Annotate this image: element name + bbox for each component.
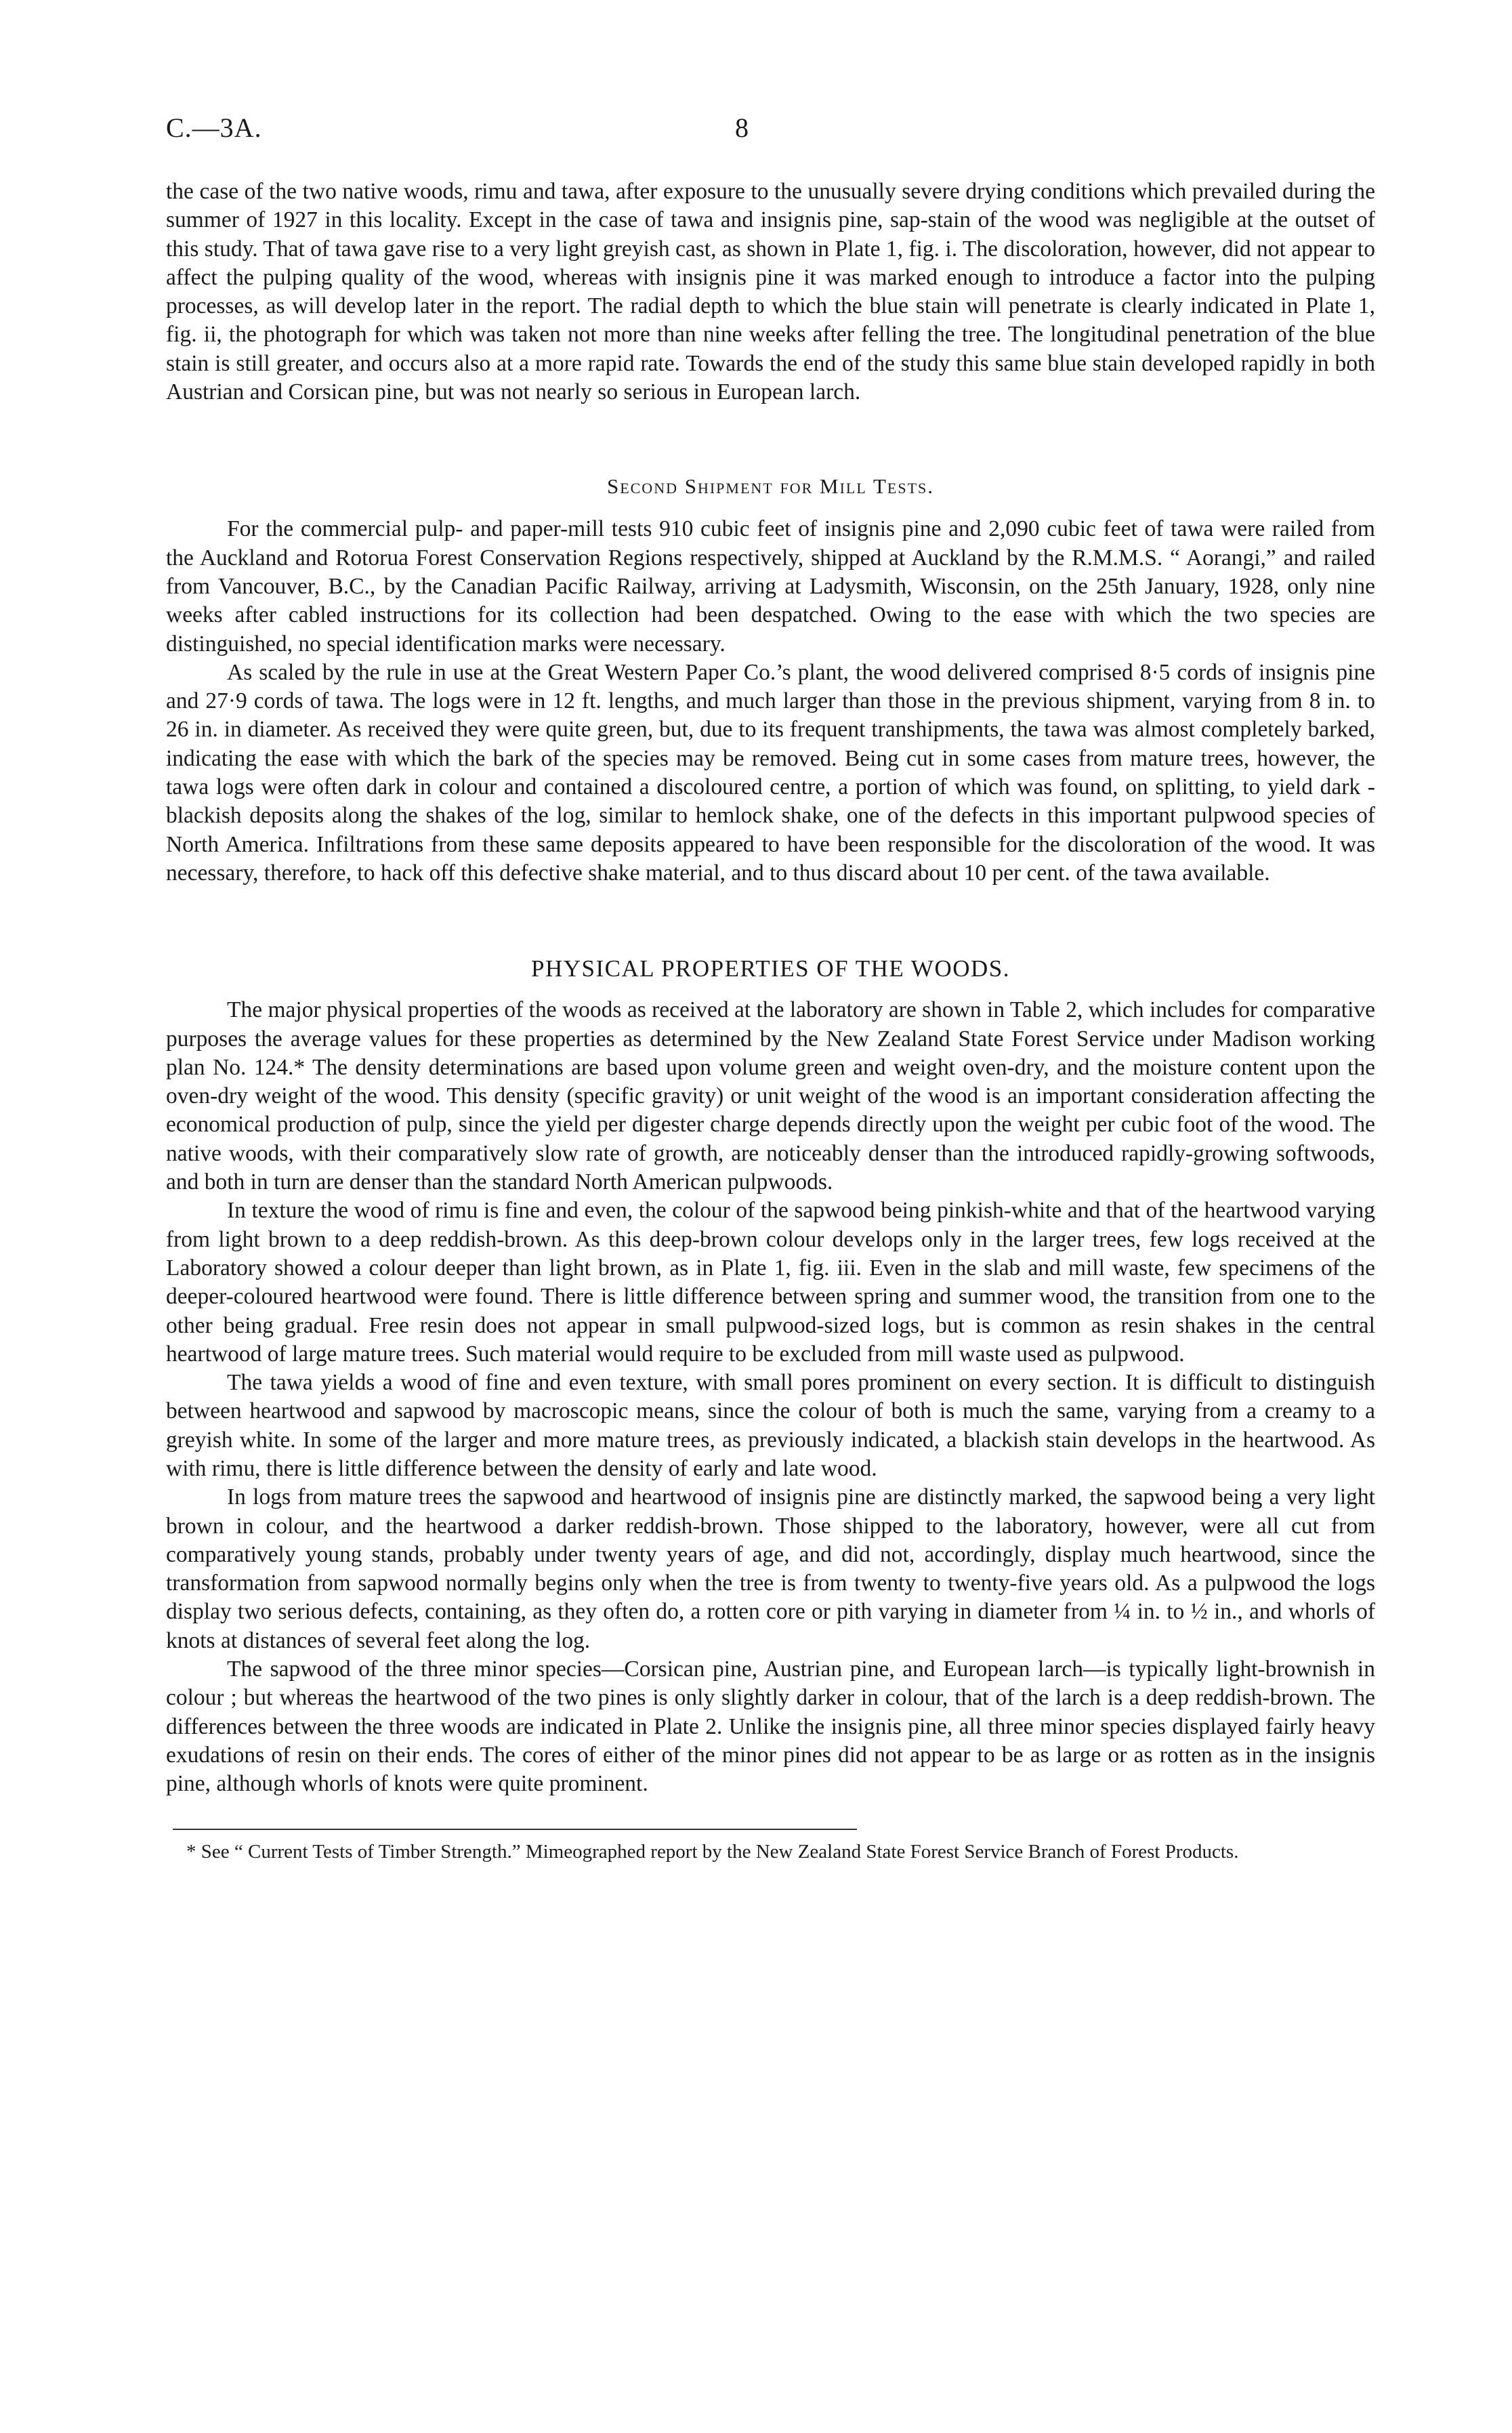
page-number: 8 (735, 112, 749, 143)
section-title-physical-properties: PHYSICAL PROPERTIES OF THE WOODS. (531, 955, 1010, 982)
paragraph-shipment-1: For the commercial pulp- and paper-mill tests 910 cubic feet of insignis pine and 2,090 cubic feet of tawa were railed from the Auckland and Rotorua Forest Conservation Regions respectively, shipped at Auckland by the R.M.M.S. “ Aorangi,” and railed from Vancouver, B.C., by the Canadian Pacific Railway, arriving at Ladysmith, Wisconsin, on the 25th January, 1928, only nine weeks after cabled instructions for its collection had been despatched. Owing to the ease with which the two species are distinguished, no special identification marks were necessary. (166, 516, 1375, 657)
paragraph-physical-1: The major physical properties of the woods as received at the laboratory are shown in Table 2, which includes for comparative purposes the average values for these properties as determined by the New Zealand State Forest Service under Madison working plan No. 124.* The density determinations are based upon volume green and weight oven-dry, and the moisture content upon the oven-dry weight of the wood. This density (specific gravity) or unit weight of the wood is an important consideration affecting the economical production of pulp, since the yield per digester charge depends directly upon the weight per cubic foot of the wood. The native woods, with their comparatively slow rate of growth, are noticeably denser than the introduced rapidly-growing softwoods, and both in turn are denser than the standard North American pulpwoods. (166, 997, 1375, 1195)
footnote (166, 1839, 1375, 1865)
paragraph-rimu: In texture the wood of rimu is fine and even, the colour of the sapwood being pinkish-white and that of the heartwood varying from light brown to a deep reddish-brown. As this deep-brown colour develops only in the larger trees, few logs received at the Laboratory showed a colour deeper than light brown, as in Plate 1, fig. iii. Even in the slab and mill waste, few specimens of the deeper-coloured heartwood were found. There is little difference between spring and summer wood, the transition from one to the other being gradual. Free resin does not appear in small pulpwood-sized logs, but is common as resin shakes in the central heartwood of large mature trees. Such material would require to be excluded from mill waste used as pulpwood. (166, 1198, 1375, 1367)
page-body (166, 178, 1375, 1865)
paragraph-insignis-pine: In logs from mature trees the sapwood and heartwood of insignis pine are distinctly marked, the sapwood being a very light brown in colour, and the heartwood a darker reddish-brown. Those shipped to the laboratory, however, were all cut from comparatively young stands, probably under twenty years of age, and did not, accordingly, display much heartwood, since the transformation from sapwood normally begins only when the tree is from twenty to twenty-five years old. As a pulpwood the logs display two serious defects, containing, as they often do, a rotten core or pith varying in diameter from ¼ in. to ½ in., and whorls of knots at distances of several feet along the log. (166, 1484, 1375, 1653)
footnote-divider (173, 1829, 857, 1830)
paragraph-tawa: The tawa yields a wood of fine and even texture, with small pores prominent on every section. It is difficult to distinguish between heartwood and sapwood by macroscopic means, since the colour of both is much the same, varying from a creamy to a greyish white. In some of the larger and more mature trees, as previously indicated, a blackish stain develops in the heartwood. As with rimu, there is little difference between the density of early and late wood. (166, 1370, 1375, 1481)
footnote-text: * See “ Current Tests of Timber Strength.” Mimeographed report by the New Zealand State Forest Service Branch of Forest Products. (186, 1840, 1239, 1863)
paragraph-shipment-2: As scaled by the rule in use at the Great Western Paper Co.’s plant, the wood delivered comprised 8·5 cords of insignis pine and 27·9 cords of tawa. The logs were in 12 ft. lengths, and much larger than those in the previous shipment, varying from 8 in. to 26 in. in diameter. As received they were quite green, but, due to its frequent transhipments, the tawa was almost completely barked, indicating the ease with which the bark of the species may be removed. Being cut in some cases from mature trees, however, the tawa logs were often dark in colour and contained a discoloured centre, a portion of which was found, on splitting, to yield dark - blackish deposits along the shakes of the log, similar to hemlock shake, one of the defects in this important pulpwood species of North America. Infiltrations from these same deposits appeared to have been responsible for the discoloration of the wood. It was necessary, therefore, to hack off this defective shake material, and to thus discard about 10 per cent. of the tawa available. (166, 659, 1375, 886)
subheading-second-shipment: Second Shipment for Mill Tests. (606, 474, 935, 499)
document-reference: C.—3A. (166, 112, 262, 143)
paragraph-minor-species: The sapwood of the three minor species—Corsican pine, Austrian pine, and European larch—is typically light-brownish in colour ; but whereas the heartwood of the two pines is only slightly darker in colour, that of the larch is a deep reddish-brown. The differences between the three woods are indicated in Plate 2. Unlike the insignis pine, all three minor species displayed fairly heavy exudations of resin on their ends. The cores of either of the minor pines did not appear to be as large or as rotten as in the insignis pine, although whorls of knots were quite prominent. (166, 1657, 1375, 1797)
page-header (166, 112, 1372, 152)
paragraph-continued: the case of the two native woods, rimu and tawa, after exposure to the unusually severe drying conditions which prevailed during the summer of 1927 in this locality. Except in the case of tawa and insignis pine, sap-stain of the wood was negligible at the outset of this study. That of tawa gave rise to a very light greyish cast, as shown in Plate 1, fig. i. The discoloration, however, did not appear to affect the pulping quality of the wood, whereas with insignis pine it was marked enough to introduce a factor into the pulping processes, as will develop later in the report. The radial depth to which the blue stain will penetrate is clearly indicated in Plate 1, fig. ii, the photograph for which was taken not more than nine weeks after felling the tree. The longitudinal penetration of the blue stain is still greater, and occurs also at a more rapid rate. Towards the end of the study this same blue stain developed rapidly in both Austrian and Corsican pine, but was not nearly so serious in European larch. (166, 179, 1375, 405)
